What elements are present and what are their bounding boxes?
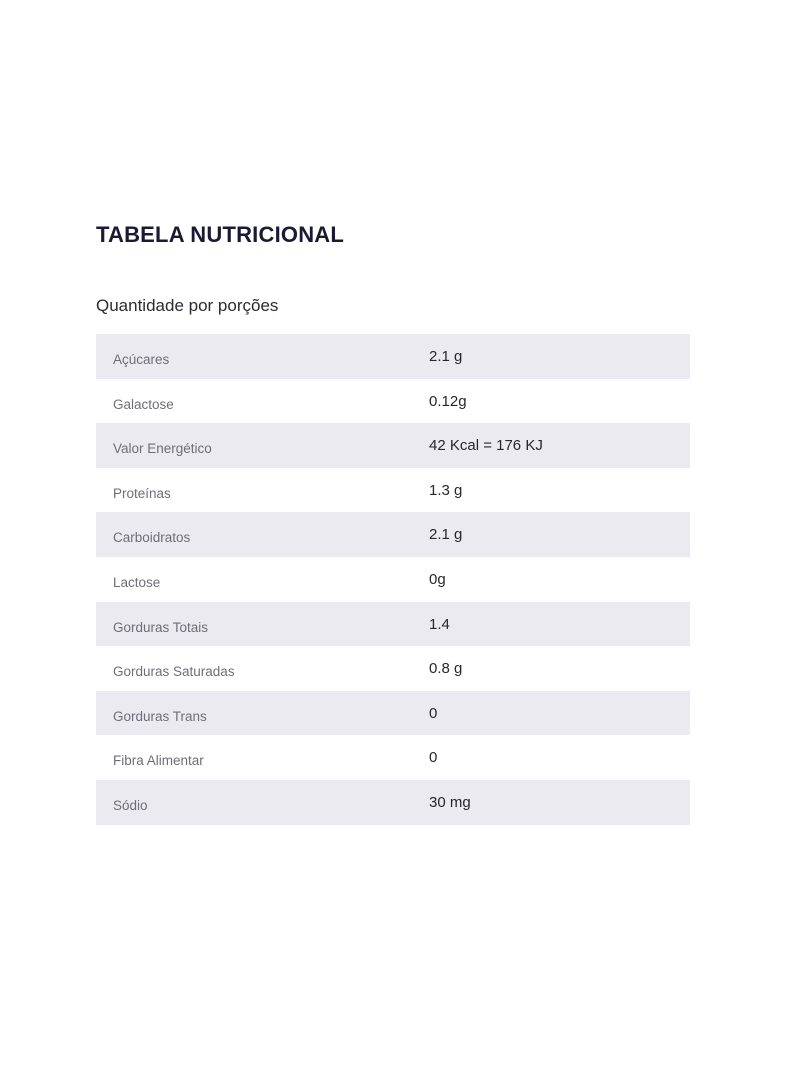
row-value: 2.1 g [429, 526, 463, 544]
section-subtitle: Quantidade por porções [96, 296, 279, 315]
table-row [96, 735, 690, 780]
row-value: 0 [429, 749, 438, 767]
row-label: Gorduras Saturadas [113, 664, 235, 680]
row-value: 30 mg [429, 793, 471, 811]
row-label: Lactose [113, 574, 161, 590]
row-value: 0 [429, 704, 438, 722]
row-label: Proteínas [113, 485, 171, 501]
table-row [96, 557, 690, 602]
row-label: Fibra Alimentar [113, 753, 204, 769]
table-row [96, 334, 690, 379]
row-value: 0g [429, 570, 446, 588]
row-label: Sódio [113, 797, 148, 813]
row-value: 1.4 [429, 615, 450, 633]
row-label: Gorduras Trans [113, 708, 207, 724]
table-row [96, 780, 690, 825]
row-value: 2.1 g [429, 348, 463, 365]
table-row [96, 602, 690, 647]
page-title: TABELA NUTRICIONAL [96, 222, 345, 247]
row-value: 0.12g [429, 392, 467, 410]
row-label: Carboidratos [113, 530, 191, 546]
table-row [96, 691, 690, 736]
row-label: Valor Energético [113, 441, 212, 457]
table-row [96, 646, 690, 691]
nutrition-table [96, 334, 690, 825]
row-value: 1.3 g [429, 481, 463, 499]
row-label: Açúcares [113, 352, 170, 367]
row-value: 0.8 g [429, 660, 463, 678]
row-value: 42 Kcal = 176 KJ [429, 437, 543, 455]
row-label: Gorduras Totais [113, 619, 209, 635]
table-row [96, 423, 690, 468]
table-row [96, 468, 690, 513]
table-row [96, 512, 690, 557]
row-label: Galactose [113, 396, 174, 412]
table-row [96, 379, 690, 424]
